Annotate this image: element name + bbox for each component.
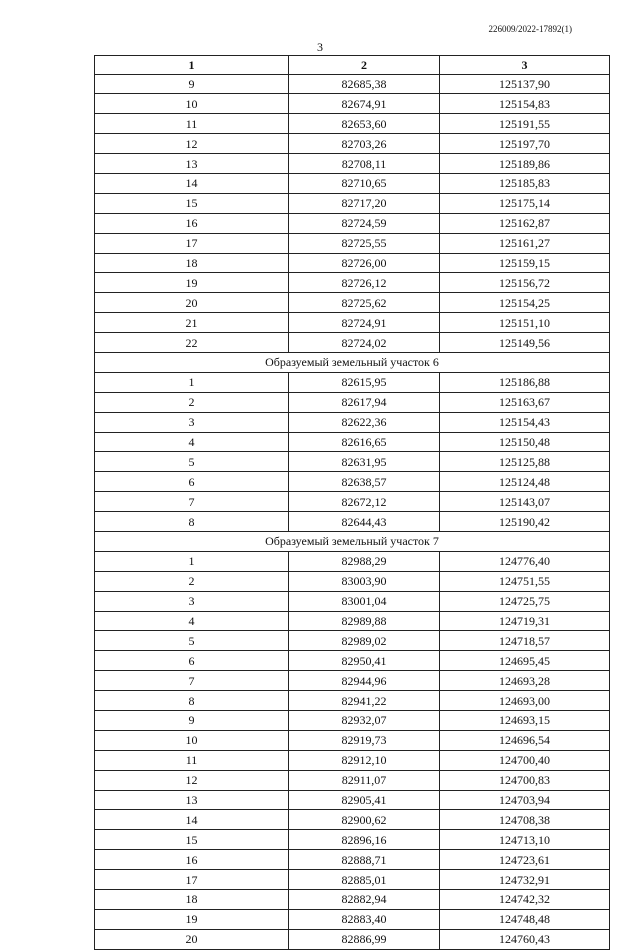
- table-row: [95, 711, 610, 731]
- y-coordinate-cell: 125149,56: [440, 333, 610, 353]
- x-coordinate-cell: 82886,99: [289, 929, 440, 949]
- table-body: [95, 74, 610, 949]
- x-coordinate-cell: 82882,94: [289, 890, 440, 910]
- x-coordinate-cell: 83001,04: [289, 591, 440, 611]
- point-number-cell: 1: [95, 551, 289, 571]
- y-coordinate-cell: 125156,72: [440, 273, 610, 293]
- section-title: Образуемый земельный участок 6: [95, 352, 610, 372]
- table-row: [95, 293, 610, 313]
- y-coordinate-cell: 125189,86: [440, 154, 610, 174]
- table-row: [95, 790, 610, 810]
- table-row: [95, 372, 610, 392]
- coordinates-table: [94, 55, 610, 950]
- x-coordinate-cell: 82989,88: [289, 611, 440, 631]
- y-coordinate-cell: 125154,83: [440, 94, 610, 114]
- y-coordinate-cell: 125190,42: [440, 512, 610, 532]
- table-row: [95, 74, 610, 94]
- x-coordinate-cell: 82726,12: [289, 273, 440, 293]
- y-coordinate-cell: 124742,32: [440, 890, 610, 910]
- table-row: [95, 253, 610, 273]
- table-row: [95, 213, 610, 233]
- header-col-3: 3: [440, 56, 610, 75]
- table-row: [95, 691, 610, 711]
- x-coordinate-cell: 82883,40: [289, 909, 440, 929]
- table-row: [95, 750, 610, 770]
- y-coordinate-cell: 125154,43: [440, 412, 610, 432]
- y-coordinate-cell: 125186,88: [440, 372, 610, 392]
- point-number-cell: 13: [95, 790, 289, 810]
- x-coordinate-cell: 82615,95: [289, 372, 440, 392]
- table-row: [95, 452, 610, 472]
- table-row: [95, 631, 610, 651]
- y-coordinate-cell: 125197,70: [440, 134, 610, 154]
- y-coordinate-cell: 124732,91: [440, 870, 610, 890]
- section-header-row: [95, 352, 610, 372]
- point-number-cell: 20: [95, 293, 289, 313]
- point-number-cell: 20: [95, 929, 289, 949]
- x-coordinate-cell: 82911,07: [289, 770, 440, 790]
- table-row: [95, 551, 610, 571]
- x-coordinate-cell: 83003,90: [289, 571, 440, 591]
- point-number-cell: 17: [95, 233, 289, 253]
- y-coordinate-cell: 124723,61: [440, 850, 610, 870]
- point-number-cell: 4: [95, 432, 289, 452]
- table-header: [95, 56, 610, 75]
- point-number-cell: 3: [95, 412, 289, 432]
- x-coordinate-cell: 82941,22: [289, 691, 440, 711]
- x-coordinate-cell: 82617,94: [289, 392, 440, 412]
- x-coordinate-cell: 82685,38: [289, 74, 440, 94]
- x-coordinate-cell: 82905,41: [289, 790, 440, 810]
- x-coordinate-cell: 82950,41: [289, 651, 440, 671]
- point-number-cell: 11: [95, 114, 289, 134]
- x-coordinate-cell: 82724,02: [289, 333, 440, 353]
- table-row: [95, 850, 610, 870]
- x-coordinate-cell: 82726,00: [289, 253, 440, 273]
- y-coordinate-cell: 124693,00: [440, 691, 610, 711]
- y-coordinate-cell: 125175,14: [440, 193, 610, 213]
- point-number-cell: 3: [95, 591, 289, 611]
- table-row: [95, 313, 610, 333]
- point-number-cell: 15: [95, 830, 289, 850]
- point-number-cell: 6: [95, 651, 289, 671]
- table-row: [95, 392, 610, 412]
- x-coordinate-cell: 82717,20: [289, 193, 440, 213]
- y-coordinate-cell: 124760,43: [440, 929, 610, 949]
- table-row: [95, 671, 610, 691]
- point-number-cell: 5: [95, 452, 289, 472]
- y-coordinate-cell: 125137,90: [440, 74, 610, 94]
- point-number-cell: 9: [95, 711, 289, 731]
- point-number-cell: 16: [95, 850, 289, 870]
- page-number: 3: [317, 40, 323, 54]
- table-row: [95, 870, 610, 890]
- point-number-cell: 6: [95, 472, 289, 492]
- x-coordinate-cell: 82919,73: [289, 730, 440, 750]
- point-number-cell: 11: [95, 750, 289, 770]
- table-row: [95, 154, 610, 174]
- header-col-2: 2: [289, 56, 440, 75]
- point-number-cell: 13: [95, 154, 289, 174]
- y-coordinate-cell: 125154,25: [440, 293, 610, 313]
- table-row: [95, 830, 610, 850]
- x-coordinate-cell: 82644,43: [289, 512, 440, 532]
- table-row: [95, 492, 610, 512]
- y-coordinate-cell: 124725,75: [440, 591, 610, 611]
- document-number: 226009/2022-17892(1): [488, 24, 572, 34]
- y-coordinate-cell: 124695,45: [440, 651, 610, 671]
- y-coordinate-cell: 125161,27: [440, 233, 610, 253]
- y-coordinate-cell: 125191,55: [440, 114, 610, 134]
- point-number-cell: 2: [95, 571, 289, 591]
- y-coordinate-cell: 124703,94: [440, 790, 610, 810]
- point-number-cell: 12: [95, 134, 289, 154]
- x-coordinate-cell: 82989,02: [289, 631, 440, 651]
- table-row: [95, 173, 610, 193]
- y-coordinate-cell: 124700,40: [440, 750, 610, 770]
- x-coordinate-cell: 82622,36: [289, 412, 440, 432]
- x-coordinate-cell: 82710,65: [289, 173, 440, 193]
- table-row: [95, 929, 610, 949]
- point-number-cell: 12: [95, 770, 289, 790]
- point-number-cell: 4: [95, 611, 289, 631]
- y-coordinate-cell: 124696,54: [440, 730, 610, 750]
- point-number-cell: 22: [95, 333, 289, 353]
- point-number-cell: 10: [95, 730, 289, 750]
- table-row: [95, 770, 610, 790]
- y-coordinate-cell: 124718,57: [440, 631, 610, 651]
- x-coordinate-cell: 82888,71: [289, 850, 440, 870]
- x-coordinate-cell: 82988,29: [289, 551, 440, 571]
- y-coordinate-cell: 125159,15: [440, 253, 610, 273]
- table-row: [95, 114, 610, 134]
- x-coordinate-cell: 82631,95: [289, 452, 440, 472]
- x-coordinate-cell: 82674,91: [289, 94, 440, 114]
- point-number-cell: 8: [95, 512, 289, 532]
- table-row: [95, 193, 610, 213]
- x-coordinate-cell: 82944,96: [289, 671, 440, 691]
- y-coordinate-cell: 125162,87: [440, 213, 610, 233]
- table-row: [95, 94, 610, 114]
- y-coordinate-cell: 124713,10: [440, 830, 610, 850]
- header-col-1: 1: [95, 56, 289, 75]
- x-coordinate-cell: 82725,55: [289, 233, 440, 253]
- point-number-cell: 7: [95, 492, 289, 512]
- point-number-cell: 15: [95, 193, 289, 213]
- x-coordinate-cell: 82703,26: [289, 134, 440, 154]
- table-row: [95, 233, 610, 253]
- x-coordinate-cell: 82896,16: [289, 830, 440, 850]
- table-row: [95, 651, 610, 671]
- point-number-cell: 19: [95, 273, 289, 293]
- table-row: [95, 730, 610, 750]
- x-coordinate-cell: 82672,12: [289, 492, 440, 512]
- y-coordinate-cell: 124708,38: [440, 810, 610, 830]
- x-coordinate-cell: 82638,57: [289, 472, 440, 492]
- x-coordinate-cell: 82708,11: [289, 154, 440, 174]
- y-coordinate-cell: 125151,10: [440, 313, 610, 333]
- x-coordinate-cell: 82912,10: [289, 750, 440, 770]
- y-coordinate-cell: 125150,48: [440, 432, 610, 452]
- point-number-cell: 1: [95, 372, 289, 392]
- point-number-cell: 8: [95, 691, 289, 711]
- section-title: Образуемый земельный участок 7: [95, 531, 610, 551]
- point-number-cell: 7: [95, 671, 289, 691]
- point-number-cell: 18: [95, 253, 289, 273]
- table-row: [95, 909, 610, 929]
- y-coordinate-cell: 125185,83: [440, 173, 610, 193]
- section-header-row: [95, 531, 610, 551]
- table-row: [95, 432, 610, 452]
- x-coordinate-cell: 82725,62: [289, 293, 440, 313]
- y-coordinate-cell: 124700,83: [440, 770, 610, 790]
- y-coordinate-cell: 124693,28: [440, 671, 610, 691]
- x-coordinate-cell: 82932,07: [289, 711, 440, 731]
- point-number-cell: 14: [95, 810, 289, 830]
- y-coordinate-cell: 125143,07: [440, 492, 610, 512]
- point-number-cell: 5: [95, 631, 289, 651]
- y-coordinate-cell: 125124,48: [440, 472, 610, 492]
- table-row: [95, 472, 610, 492]
- x-coordinate-cell: 82724,59: [289, 213, 440, 233]
- table-row: [95, 412, 610, 432]
- table-row: [95, 571, 610, 591]
- point-number-cell: 16: [95, 213, 289, 233]
- point-number-cell: 21: [95, 313, 289, 333]
- table-row: [95, 611, 610, 631]
- y-coordinate-cell: 124776,40: [440, 551, 610, 571]
- point-number-cell: 19: [95, 909, 289, 929]
- y-coordinate-cell: 124748,48: [440, 909, 610, 929]
- x-coordinate-cell: 82900,62: [289, 810, 440, 830]
- point-number-cell: 18: [95, 890, 289, 910]
- y-coordinate-cell: 124719,31: [440, 611, 610, 631]
- x-coordinate-cell: 82724,91: [289, 313, 440, 333]
- table-row: [95, 810, 610, 830]
- point-number-cell: 17: [95, 870, 289, 890]
- y-coordinate-cell: 125163,67: [440, 392, 610, 412]
- y-coordinate-cell: 124693,15: [440, 711, 610, 731]
- table-row: [95, 591, 610, 611]
- table-row: [95, 273, 610, 293]
- x-coordinate-cell: 82885,01: [289, 870, 440, 890]
- point-number-cell: 10: [95, 94, 289, 114]
- table-row: [95, 512, 610, 532]
- point-number-cell: 2: [95, 392, 289, 412]
- table-row: [95, 890, 610, 910]
- point-number-cell: 14: [95, 173, 289, 193]
- y-coordinate-cell: 125125,88: [440, 452, 610, 472]
- x-coordinate-cell: 82653,60: [289, 114, 440, 134]
- table-row: [95, 333, 610, 353]
- point-number-cell: 9: [95, 74, 289, 94]
- x-coordinate-cell: 82616,65: [289, 432, 440, 452]
- y-coordinate-cell: 124751,55: [440, 571, 610, 591]
- table-row: [95, 134, 610, 154]
